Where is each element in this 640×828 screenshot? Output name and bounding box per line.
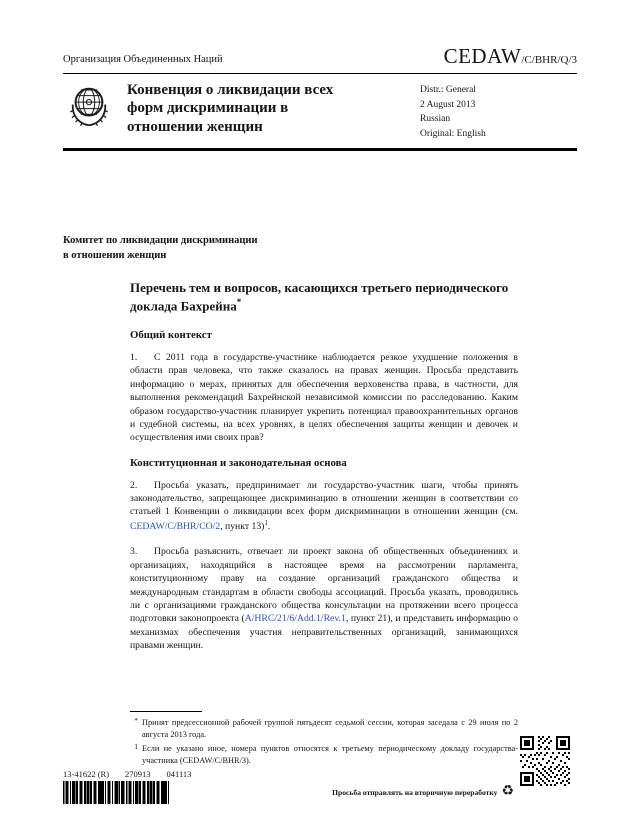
document-symbol-main: CEDAW bbox=[443, 44, 522, 68]
report-title bbox=[130, 280, 518, 315]
paragraph-3 bbox=[130, 545, 518, 652]
distr-original: Original: English bbox=[420, 129, 486, 140]
document-body bbox=[130, 280, 518, 664]
paragraph-text: , пункт 13) bbox=[220, 521, 265, 533]
report-title-text: Перечень тем и вопросов, касающихся третьего периодического доклада Бахрейна bbox=[130, 280, 509, 314]
title-footnote-marker: * bbox=[236, 296, 242, 307]
footnote-marker: * bbox=[134, 716, 138, 725]
committee-line-2: в отношении женщин bbox=[63, 250, 167, 262]
paragraph-2 bbox=[130, 479, 518, 534]
un-emblem-icon bbox=[63, 81, 115, 133]
recycle-note bbox=[332, 785, 514, 799]
paragraph-text: Просьба разъяснить, отвечает ли проект закона об общественных объединениях и организациях, находящийся в настоящее время на рассмотрении парламента, конституционному праву на создание организаций гражданского общества и международным стандартам в области свободы ассоциаций. Просьба указать, проводились ли с организациями гражданского общества консультации на протяжении всего процесса подготовки законопроекта ( bbox=[130, 546, 518, 625]
paragraph-text: С 2011 года в государстве-участнике наблюдается резкое ухудшение положения в области прав человека, что также сказалось на правах женщин. Просьба представить информацию о мерах, принятых для обеспечения верховенства права, в частности, для выполнения рекомендаций Бахрейнской независимой комиссии по расследованию. Каким образом государство-участник планирует укрепить потенциал правоохранительных органов и судебной системы, на всех уровнях, в целях обеспечения защиты женщин и девочек и осуществления ими своих прав? bbox=[130, 352, 518, 444]
organization-name: Организация Объединенных Наций bbox=[63, 54, 223, 65]
document-number: 13-41622 (R) bbox=[63, 769, 110, 779]
barcode bbox=[63, 781, 169, 804]
footnote-1 bbox=[130, 743, 518, 767]
paragraph-text: , пункт 21), и представить информацию о механизмах обеспечения участия неправительственных организаций, занимающихся правами женщин. bbox=[130, 613, 518, 652]
document-reference-link[interactable]: A/HRC/21/6/Add.1/Rev.1 bbox=[244, 613, 346, 625]
document-symbol bbox=[444, 44, 577, 69]
footnote-star bbox=[130, 717, 518, 741]
recycle-icon: ♻ bbox=[501, 784, 514, 799]
paragraph-number: 1. bbox=[130, 352, 138, 364]
footnote-reference: 1 bbox=[264, 518, 268, 527]
footnote-separator bbox=[130, 711, 202, 712]
qr-code bbox=[520, 736, 570, 786]
footnote-text: Принят предсессионной рабочей группой пятьдесят седьмой сессии, которая заседала с 29 июля по 2 августа 2013 года. bbox=[142, 718, 518, 740]
distr-type: Distr.: General bbox=[420, 85, 476, 95]
recycle-text: Просьба отправлять на вторичную переработку bbox=[332, 787, 498, 797]
footnotes-section bbox=[130, 711, 518, 769]
paragraph-text: Просьба указать, предпринимает ли государство-участник шаги, чтобы принять законодательство, запрещающее дискриминацию в отношении женщин в соответствии со статьей 1 Конвенции о ликвидации всех форм дискриминации в отношении женщин (см. bbox=[130, 479, 518, 518]
paragraph-text: . bbox=[267, 521, 271, 533]
section-heading-general-context: Общий контекст bbox=[130, 329, 212, 342]
print-code-1: 270913 bbox=[125, 769, 151, 779]
document-reference-link[interactable]: CEDAW/C/BHR/CO/2 bbox=[130, 521, 221, 533]
document-number-line bbox=[63, 769, 191, 779]
footnote-text: Если не указано иное, номера пунктов относятся к третьему периодическому докладу государства-участника (CEDAW/C/BHR/3). bbox=[142, 744, 518, 766]
distr-language: Russian bbox=[420, 114, 451, 125]
section-heading-constitutional: Конституционная и законодательная основа bbox=[130, 456, 347, 469]
footnote-marker: 1 bbox=[134, 742, 138, 752]
distribution-info bbox=[420, 78, 577, 142]
document-header bbox=[63, 44, 577, 74]
masthead bbox=[63, 78, 577, 151]
distr-date: 2 August 2013 bbox=[420, 99, 476, 110]
paragraph-1 bbox=[130, 351, 518, 445]
print-code-2: 041113 bbox=[166, 769, 192, 779]
convention-title: Конвенция о ликвидации всех форм дискриминации в отношении женщин bbox=[127, 82, 334, 135]
committee-heading bbox=[63, 233, 258, 263]
committee-line-1: Комитет по ликвидации дискриминации bbox=[63, 235, 258, 246]
paragraph-number: 2. bbox=[130, 479, 138, 491]
paragraph-number: 3. bbox=[130, 546, 138, 558]
document-symbol-rest: /C/BHR/Q/3 bbox=[521, 54, 577, 66]
